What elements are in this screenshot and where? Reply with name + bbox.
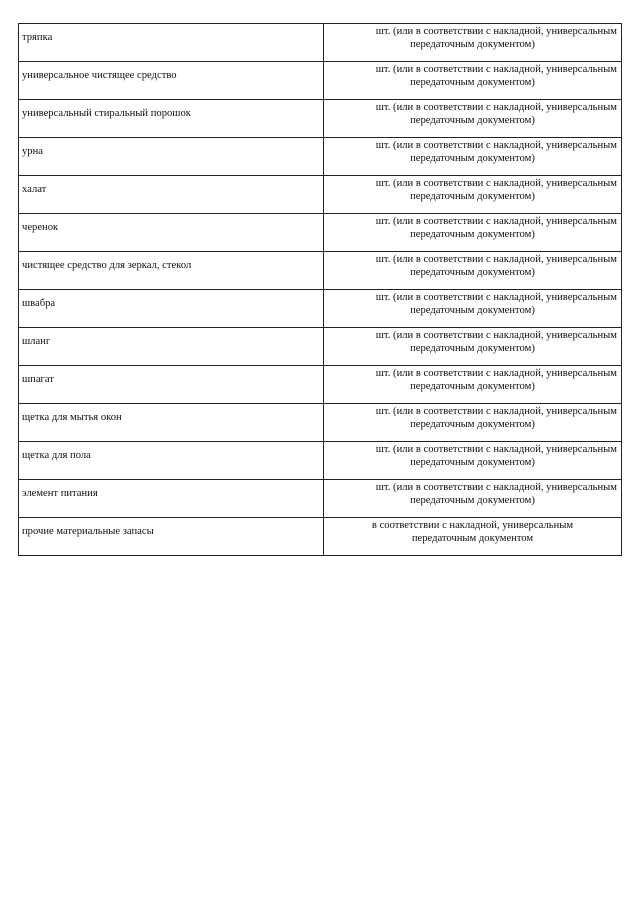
table-row [19,62,622,100]
unit-text-line1: в соответствии с накладной, универсальным [371,520,574,531]
unit-text-line2: передаточным документом [411,532,534,544]
unit-cell [324,176,622,214]
unit-cell [324,252,622,290]
unit-text-line2: передаточным документом) [410,76,535,88]
document-page [18,23,617,556]
unit-text-line2: передаточным документом) [410,494,535,506]
unit-cell [324,290,622,328]
table-row [19,290,622,328]
unit-cell [324,328,622,366]
item-name-cell: прочие материальные запасы [19,518,324,556]
table-row [19,252,622,290]
unit-text-line1: шт. (или в соответствии с накладной, универсальным [375,482,617,493]
unit-text-line1: шт. (или в соответствии с накладной, универсальным [375,178,617,189]
unit-text-line1: шт. (или в соответствии с накладной, универсальным [375,292,617,303]
unit-cell [324,442,622,480]
table-row [19,214,622,252]
item-name-cell: универсальное чистящее средство [19,62,324,100]
table-row [19,24,622,62]
table-row [19,518,622,556]
item-name-cell: щетка для мытья окон [19,404,324,442]
item-name-cell: щетка для пола [19,442,324,480]
item-name-cell: шланг [19,328,324,366]
unit-text-line1: шт. (или в соответствии с накладной, универсальным [375,216,617,227]
table-row [19,366,622,404]
unit-text-line1: шт. (или в соответствии с накладной, универсальным [375,26,617,37]
item-name-cell: шпагат [19,366,324,404]
unit-text-line2: передаточным документом) [410,456,535,468]
unit-text-line1: шт. (или в соответствии с накладной, универсальным [375,64,617,75]
item-name-cell: черенок [19,214,324,252]
unit-text-line2: передаточным документом) [410,342,535,354]
unit-cell [324,138,622,176]
unit-text-line2: передаточным документом) [410,304,535,316]
unit-text-line1: шт. (или в соответствии с накладной, универсальным [375,254,617,265]
unit-text-line2: передаточным документом) [410,418,535,430]
item-name-cell: элемент питания [19,480,324,518]
materials-table [18,23,622,556]
unit-cell [324,214,622,252]
unit-cell [324,366,622,404]
unit-text-line2: передаточным документом) [410,190,535,202]
table-row [19,176,622,214]
unit-text-line1: шт. (или в соответствии с накладной, универсальным [375,102,617,113]
unit-cell [324,24,622,62]
unit-text-line2: передаточным документом) [410,38,535,50]
table-row [19,480,622,518]
item-name-cell: халат [19,176,324,214]
unit-text-line1: шт. (или в соответствии с накладной, универсальным [375,368,617,379]
unit-text-line1: шт. (или в соответствии с накладной, универсальным [375,444,617,455]
unit-text-line1: шт. (или в соответствии с накладной, универсальным [375,330,617,341]
item-name-cell: швабра [19,290,324,328]
unit-cell [324,518,622,556]
table-row [19,442,622,480]
unit-text-line2: передаточным документом) [410,228,535,240]
unit-cell [324,62,622,100]
unit-text-line2: передаточным документом) [410,114,535,126]
table-row [19,328,622,366]
item-name-cell: чистящее средство для зеркал, стекол [19,252,324,290]
item-name-cell: универсальный стиральный порошок [19,100,324,138]
table-row [19,404,622,442]
table-row [19,100,622,138]
table-row [19,138,622,176]
unit-text-line2: передаточным документом) [410,266,535,278]
unit-cell [324,100,622,138]
unit-text-line2: передаточным документом) [410,152,535,164]
item-name-cell: урна [19,138,324,176]
unit-text-line2: передаточным документом) [410,380,535,392]
item-name-cell: тряпка [19,24,324,62]
unit-text-line1: шт. (или в соответствии с накладной, универсальным [375,406,617,417]
unit-cell [324,404,622,442]
unit-text-line1: шт. (или в соответствии с накладной, универсальным [375,140,617,151]
unit-cell [324,480,622,518]
